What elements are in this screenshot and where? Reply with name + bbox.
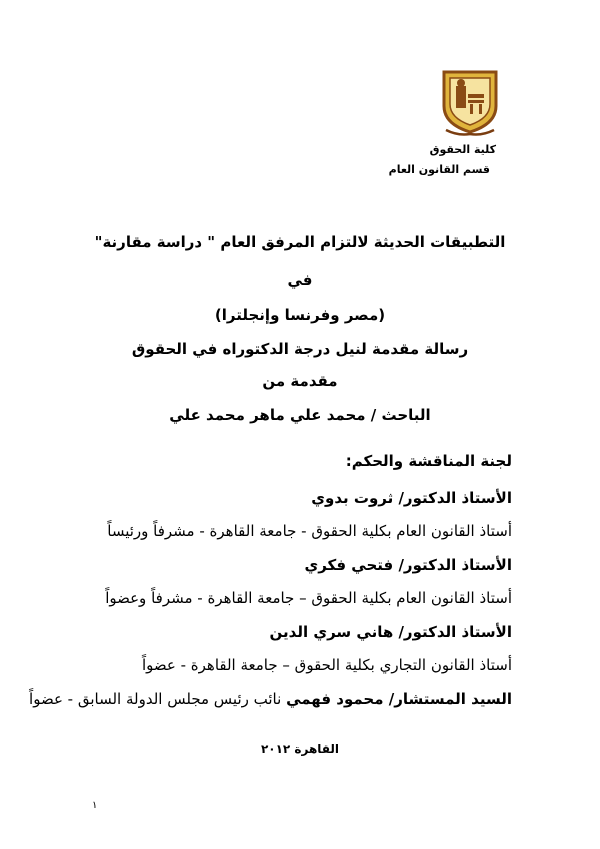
thesis-title: التطبيقات الحديثة لالتزام المرفق العام " دراسة مقارنة" — [94, 233, 506, 251]
counselor-role: نائب رئيس مجلس الدولة السابق - عضواً — [29, 690, 287, 708]
cairo-university-logo-icon — [438, 68, 502, 136]
member-role: أستاذ القانون العام بكلية الحقوق - جامعة القاهرة - مشرفاً ورئيساً — [107, 522, 512, 540]
faculty-name: كلية الحقوق — [429, 143, 496, 156]
member-role: أستاذ القانون التجاري بكلية الحقوق – جامعة القاهرة - عضواً — [141, 656, 512, 674]
submitted-by-label: مقدمة من — [262, 372, 338, 390]
researcher-name: الباحث / محمد علي ماهر محمد علي — [169, 406, 431, 424]
member-role: أستاذ القانون العام بكلية الحقوق – جامعة القاهرة - مشرفاً وعضواً — [105, 589, 512, 607]
title-countries: (مصر وفرنسا وإنجلترا) — [214, 306, 386, 324]
degree-statement: رسالة مقدمة لنيل درجة الدكتوراه في الحقوق — [131, 340, 469, 358]
member-name: الأستاذ الدكتور/ هاني سري الدين — [269, 623, 512, 641]
counselor-name: السيد المستشار/ محمود فهمي — [286, 690, 512, 708]
department-name: قسم القانون العام — [388, 163, 490, 176]
title-preposition: في — [287, 271, 313, 289]
member-name: الأستاذ الدكتور/ ثروت بدوي — [311, 489, 512, 507]
committee-heading: لجنة المناقشة والحكم: — [345, 452, 512, 470]
page-number: ١ — [92, 800, 98, 811]
member-name: الأستاذ الدكتور/ فتحي فكري — [304, 556, 512, 574]
city-year: القاهرة ٢٠١٢ — [260, 742, 340, 756]
counselor-line — [29, 690, 512, 708]
